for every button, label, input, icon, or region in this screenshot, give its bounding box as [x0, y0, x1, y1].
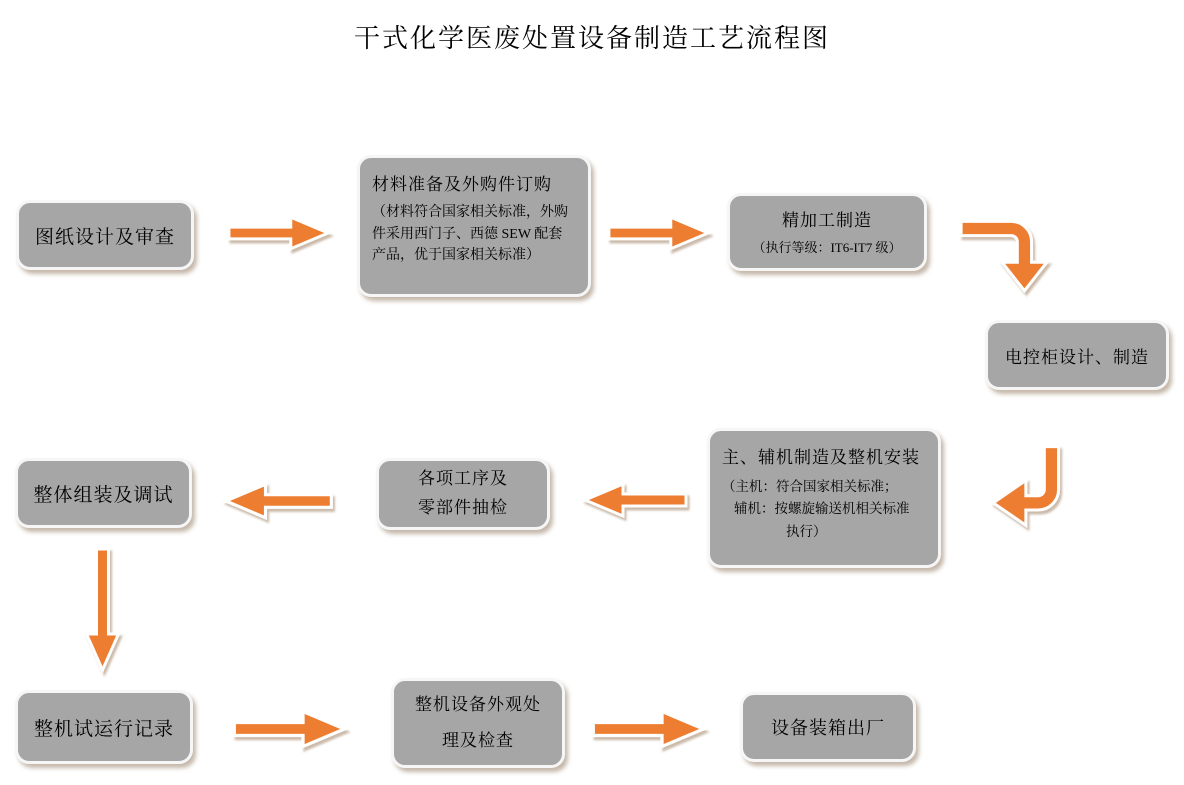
- node-label-line1: 整机设备外观处: [415, 695, 541, 715]
- right-arrow-icon: [226, 210, 334, 256]
- node-note-line3: 执行）: [786, 523, 827, 539]
- node-note-line1: （主机：符合国家相关标准；: [722, 479, 898, 494]
- curved-down-left-arrow-icon: [985, 443, 1077, 531]
- node-note-line2: 辅机：按螺旋输送机相关标准: [734, 501, 910, 517]
- node-label: 图纸设计及审查: [34, 226, 175, 248]
- arrow-curved-right-down-machining-to-cabinet: [958, 212, 1050, 296]
- down-arrow-icon: [80, 546, 125, 676]
- left-arrow-icon: [574, 478, 694, 522]
- arrow-right-testrun-to-appearance: [226, 705, 356, 753]
- node-label: 电控柜设计、制造: [1005, 347, 1149, 367]
- node-main-aux-manufacture: [707, 428, 941, 568]
- node-fine-machining: [727, 193, 927, 271]
- node-note: （执行等级：IT6-IT7 级）: [752, 239, 902, 255]
- node-label: 材料准备及外购件订购: [372, 175, 552, 194]
- left-arrow-icon: [213, 478, 341, 524]
- node-appearance-treatment-inspection: [391, 678, 565, 768]
- arrow-curved-down-left-cabinet-to-mainaux: [985, 443, 1077, 531]
- arrow-down-assembly-to-testrun: [80, 546, 125, 676]
- arrow-right-design-to-material: [226, 210, 334, 256]
- node-material-preparation: [357, 155, 591, 297]
- right-arrow-icon: [226, 705, 356, 753]
- node-label: 整体组装及调试: [33, 484, 174, 506]
- node-label: 设备装箱出厂: [771, 718, 885, 738]
- node-process-sampling-inspection: [376, 458, 550, 530]
- node-label: 整机试运行记录: [33, 718, 174, 740]
- arrow-right-appearance-to-shipping: [588, 705, 712, 753]
- arrow-left-mainaux-to-sampling: [574, 478, 694, 522]
- page-title: 干式化学医废处置设备制造工艺流程图: [353, 24, 830, 53]
- node-note: （材料符合国家相关标准，外购件采用西门子、西德 SEW 配套产品，优于国家相关标准）: [372, 205, 568, 264]
- right-arrow-icon: [588, 705, 712, 753]
- node-label-line2: 零部件抽检: [418, 498, 508, 517]
- arrow-right-material-to-machining: [606, 210, 714, 256]
- right-arrow-icon: [606, 210, 714, 256]
- node-drawing-design: [16, 200, 194, 270]
- node-label: 主、辅机制造及整机安装: [722, 448, 920, 467]
- node-label: 精加工制造: [782, 210, 872, 230]
- node-electric-cabinet: [985, 320, 1169, 390]
- node-overall-assembly-debug: [15, 458, 192, 528]
- arrow-left-sampling-to-assembly: [213, 478, 341, 524]
- node-equipment-shipping: [740, 692, 916, 762]
- curved-right-down-arrow-icon: [958, 212, 1050, 296]
- node-label-line1: 各项工序及: [418, 469, 508, 489]
- node-label-line2: 理及检查: [442, 731, 514, 750]
- node-test-run-record: [15, 690, 193, 764]
